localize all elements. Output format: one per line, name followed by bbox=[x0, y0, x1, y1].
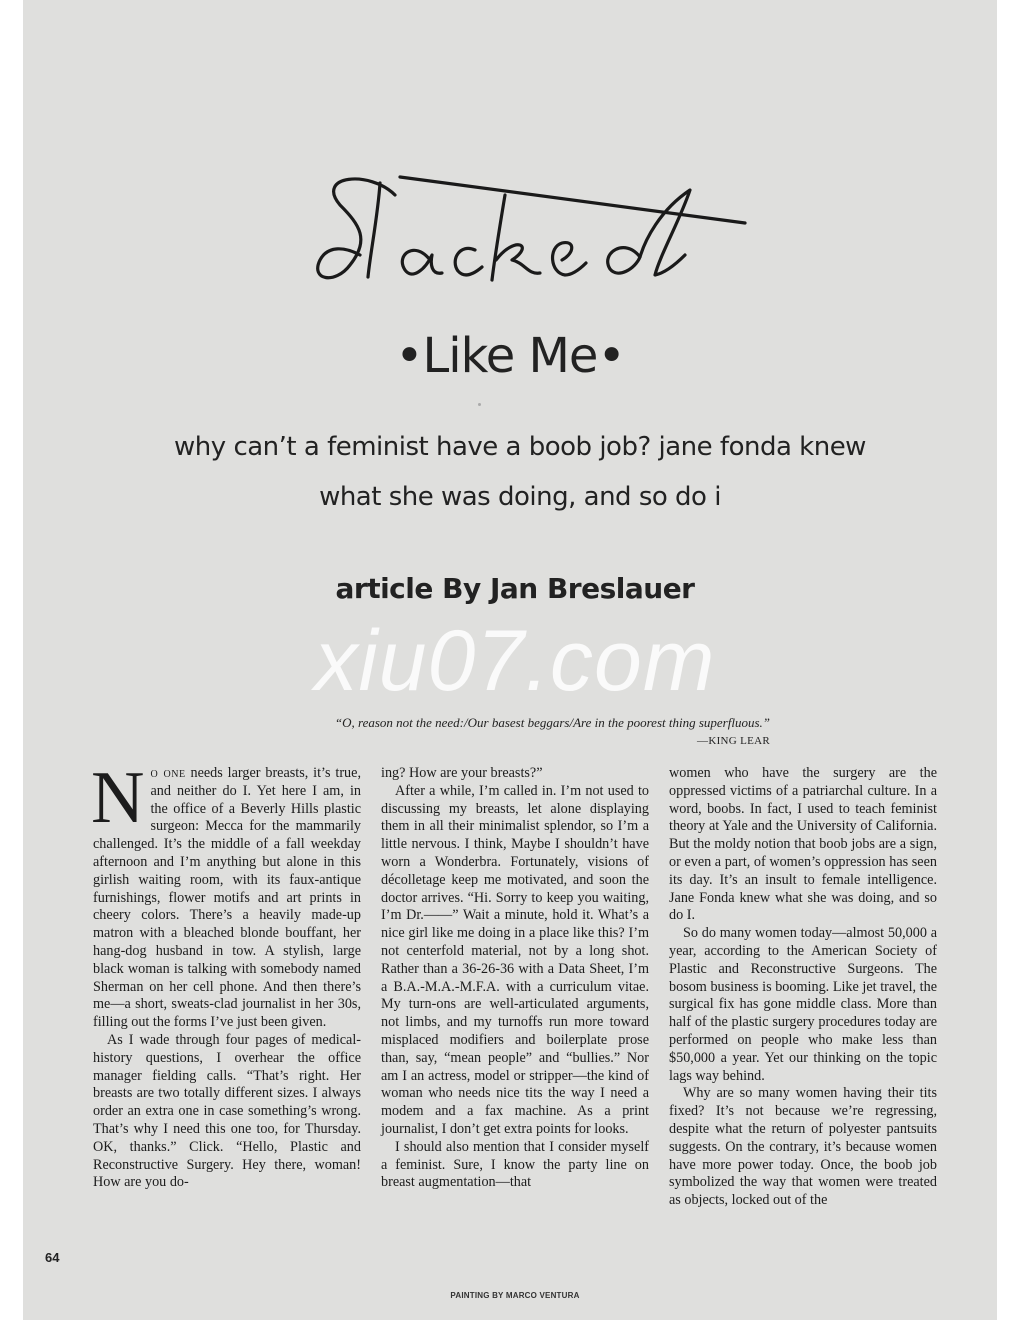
text-column-3 bbox=[669, 765, 937, 1210]
text-column-1 bbox=[91, 757, 361, 1192]
paragraph: I should also mention that I consider myself a feminist. Sure, I know the party line on breast augmentation—that bbox=[381, 1138, 649, 1191]
paragraph: ing? How are your breasts?” bbox=[381, 765, 543, 781]
epigraph-quote: “O, reason not the need:/Our basest beggars/Are in the poorest thing superfluous.” bbox=[334, 715, 770, 730]
paragraph: So do many women today—almost 50,000 a year, according to the American Society of Plastic and Reconstructive Surgeons. The bosom business is booming. Like jet travel, the surgical fix has gone middle class. More than half of the plastic surgery procedures today are performed on people who make less than $50,000 a year. Yet our thinking on the topic lags way behind. bbox=[669, 925, 937, 1084]
epigraph bbox=[200, 713, 770, 751]
text-column-2 bbox=[381, 765, 649, 1192]
script-title-stacked bbox=[300, 165, 760, 300]
paragraph bbox=[91, 757, 361, 1032]
epigraph-attribution: —KING LEAR bbox=[697, 735, 770, 747]
paragraph-text: needs larger breasts, it’s true, and neither do I. Yet here I am, in the office of a Beverly Hills plastic surgeon: Mecca for the mammarily challenged. It’s the middle of a fall weekday afternoon and I’m anything but alone in this girlish waiting room, with its faux-antique furnishings, flower motifs and art prints in cheery colors. There’s a heavily made-up matron with a bleached blonde bouffant, her hang-dog husband in tow. A stylish, large black woman is talking with somebody named Sherman on her cell phone. And then there’s me—a short, sweats-clad journalist in her 30s, filling out the forms I’ve just been given. bbox=[93, 765, 361, 1031]
paragraph: women who have the surgery are the oppressed victims of a patriarchal culture. In a word, boobs. In fact, I used to teach feminist theory at Yale and the University of California. But the moldy notion that boob jobs are a sign, or even a part, of women’s oppression has seen its day. It’s an insult to female intelligence. Jane Fonda knew what she was doing, and so do I. bbox=[669, 765, 937, 924]
paragraph: Why are so many women having their tits fixed? It’s not because we’re regressing, despite what the return of polyester pantsuits suggests. On the contrary, it’s because women have more power today. Once, the boob job symbolized the way that women were treated as objects, locked out of the bbox=[669, 1085, 937, 1209]
decorative-dot bbox=[478, 403, 481, 406]
article-byline: article By Jan Breslauer bbox=[335, 572, 695, 605]
paragraph: After a while, I’m called in. I’m not used to discussing my breasts, let alone displaying them in all their minimalist splendor, so I’m a little nervous. I think, Maybe I shouldn’t have worn a Wonderbra. Fortunately, visions of décolletage keep me motivated, and soon the doctor arrives. “Hi. Sorry to keep you waiting, I’m Dr.——” Wait a minute, hold it. What’s a nice girl like me doing in a place like this? I’m not centerfold material, not by a long shot. Rather than a 36-26-36 with a Data Sheet, I’m a B.A.-M.A.-M.F.A. with a curriculum vitae. My turn-ons are well-articulated arguments, not limbs, and my turnoffs run more toward misplaced modifiers and boilerplate prose than, say, “mean people” and “bullies.” Nor am I an actress, model or stripper—the kind of woman who needs nice tits the way I need a modem and a fax machine. As a print journalist, I don’t get extra points for looks. bbox=[381, 782, 649, 1137]
drop-cap: N bbox=[91, 757, 145, 839]
article-deck: why can’t a feminist have a boob job? jane fonda knew what she was doing, and so do i bbox=[174, 432, 866, 512]
photo-credit: PAINTING BY MARCO VENTURA bbox=[450, 1291, 580, 1300]
paragraph: As I wade through four pages of medical-history questions, I overhear the office manager fielding calls. “That’s right. Her breasts are two totally different sizes. I always order an extra one in case something’s wrong. That’s why I need this one too, for Thursday. OK, thanks.” Click. “Hello, Plastic and Reconstructive Surgery. Hey there, woman! How are you do- bbox=[93, 1031, 361, 1191]
watermark-text: xiu07.com bbox=[314, 613, 716, 709]
lead-in: o one bbox=[150, 765, 186, 781]
page-number: 64 bbox=[45, 1250, 60, 1265]
article-subtitle: •Like Me• bbox=[395, 328, 625, 384]
